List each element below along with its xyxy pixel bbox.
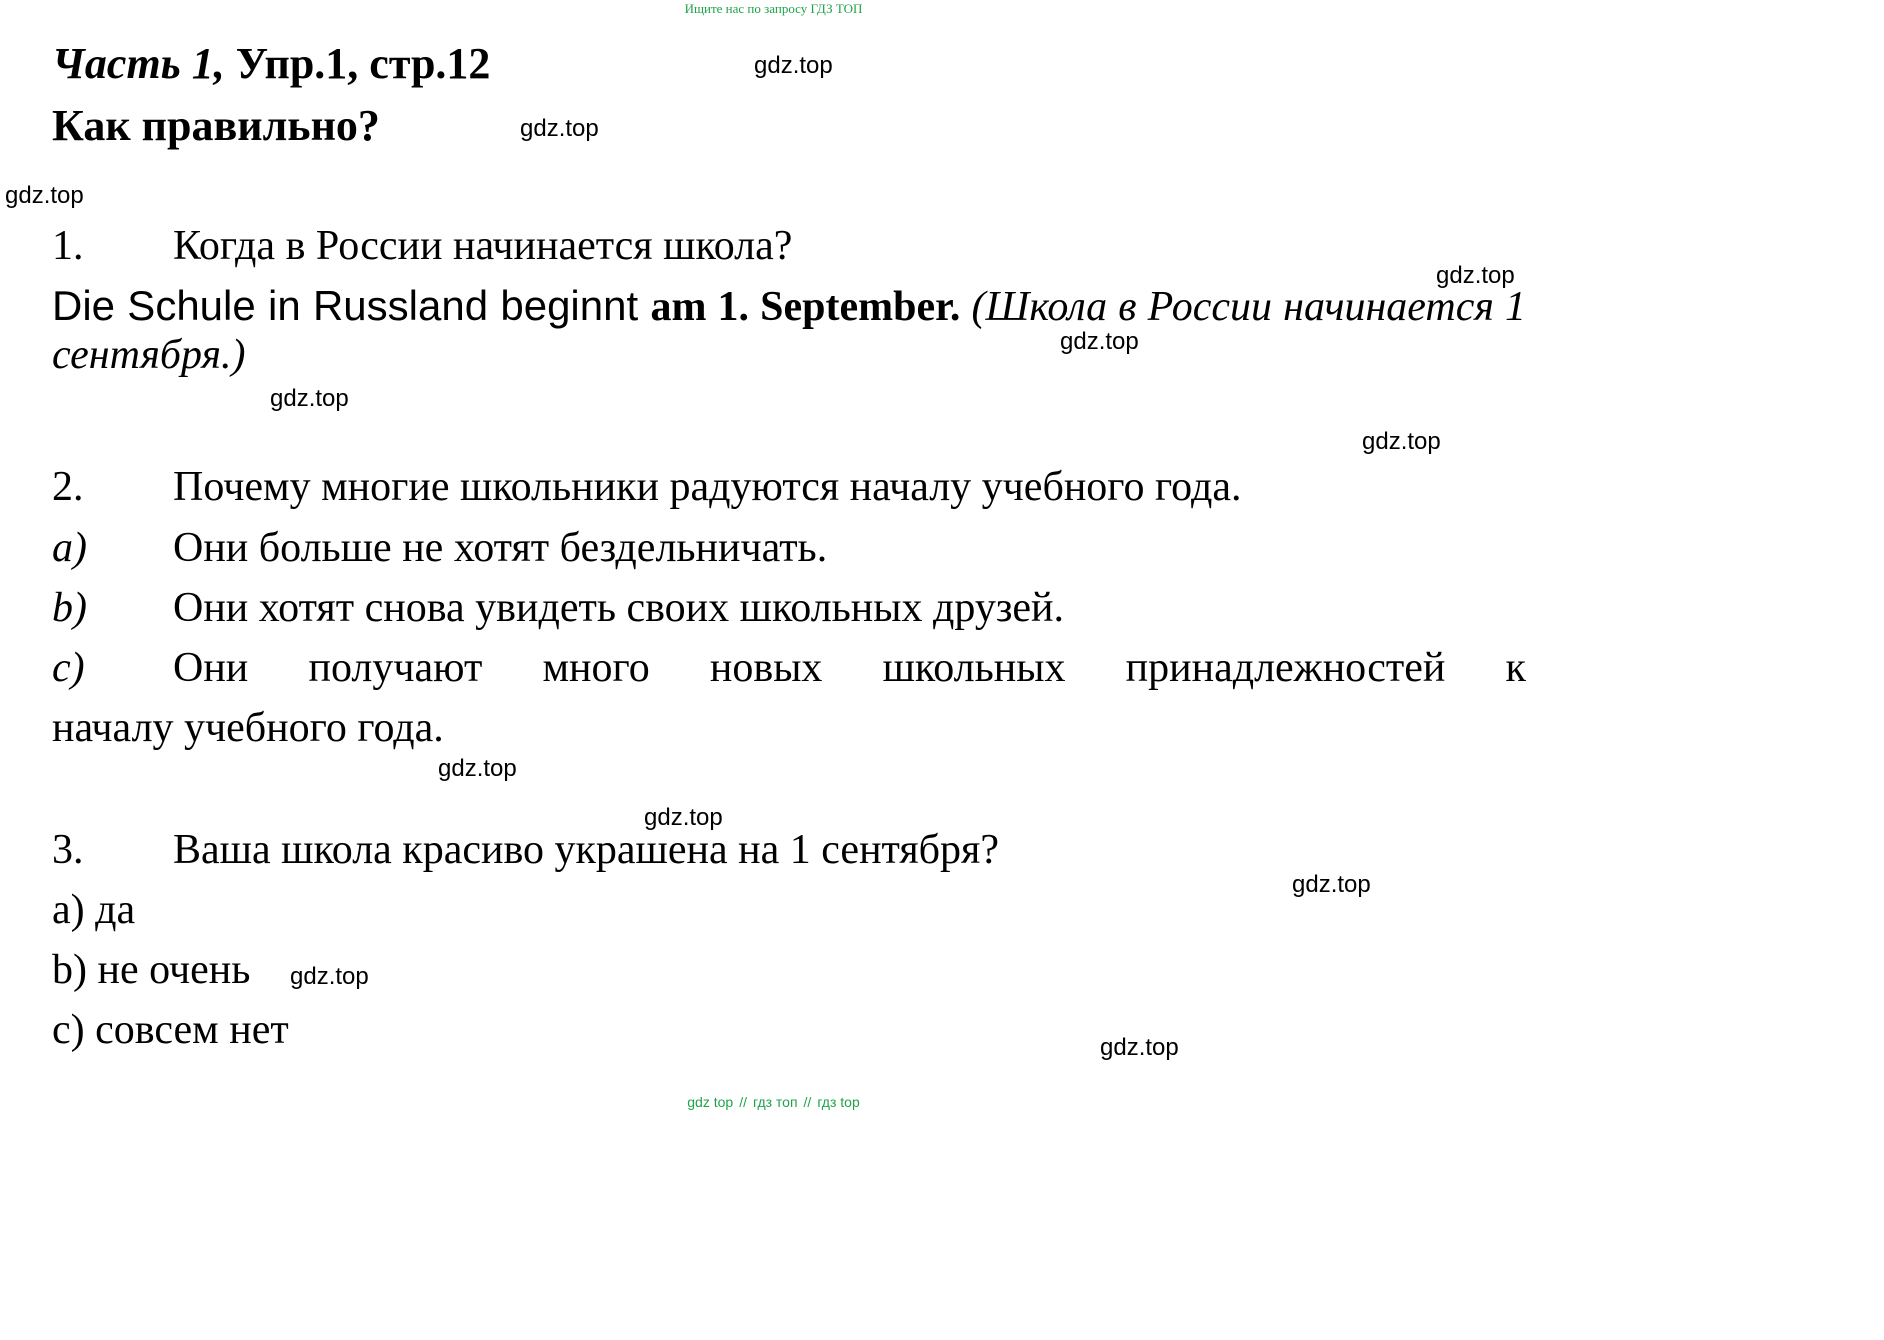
watermark: gdz.top	[520, 115, 599, 142]
q2-option-b-text: Они хотят снова увидеть своих школьных друзей.	[173, 585, 1065, 631]
q1-answer-german: Die Schule in Russland beginnt	[52, 282, 651, 329]
q2-option-b-letter: b)	[52, 585, 87, 631]
q2-option-c-word: принадлежностей	[1125, 645, 1446, 691]
footer-separator: //	[739, 1094, 747, 1110]
page-subtitle: Как правильно?	[52, 101, 380, 150]
q2-number: 2.	[52, 464, 84, 510]
q1-answer	[52, 282, 1526, 379]
q2-option-c-word: к	[1505, 645, 1526, 691]
q3-option-a: а) да	[52, 887, 136, 933]
q2-option-c-line1	[173, 644, 1526, 692]
watermark: gdz.top	[290, 963, 369, 990]
q1-question: Когда в России начинается школа?	[173, 223, 793, 269]
watermark: gdz.top	[1292, 871, 1371, 898]
page-title	[52, 38, 490, 89]
q2-option-c-line2: началу учебного года.	[52, 705, 444, 751]
title-exercise: Упр.1, стр.12	[224, 39, 491, 88]
watermark: gdz.top	[438, 755, 517, 782]
footer-link[interactable]: гдз топ	[752, 1094, 798, 1110]
footer-separator: //	[803, 1094, 812, 1110]
footer	[0, 1094, 1547, 1110]
top-banner: Ищите нас по запросу ГДЗ ТОП	[684, 1, 863, 16]
q2-option-c-letter: c)	[52, 645, 85, 691]
watermark: gdz.top	[754, 52, 833, 79]
q2-option-c-word: школьных	[882, 645, 1066, 691]
q2-question: Почему многие школьники радуются началу учебного года.	[173, 464, 1242, 510]
watermark: gdz.top	[644, 804, 723, 831]
watermark: gdz.top	[1362, 428, 1441, 455]
q2-option-c-word: новых	[709, 645, 823, 691]
watermark: gdz.top	[1100, 1034, 1179, 1061]
q3-number: 3.	[52, 827, 84, 873]
q2-option-c-word: много	[542, 645, 650, 691]
watermark: gdz.top	[270, 385, 349, 412]
q1-answer-bold: am 1. September.	[650, 284, 961, 330]
q2-option-c-word: Они	[173, 645, 249, 691]
watermark: gdz.top	[1436, 262, 1515, 289]
q2-option-c-word: получают	[308, 645, 483, 691]
watermark: gdz.top	[1060, 328, 1139, 355]
footer-link[interactable]: гдз top	[817, 1094, 860, 1110]
q3-question: Ваша школа красиво украшена на 1 сентября?	[173, 827, 999, 873]
q2-option-a-text: Они больше не хотят бездельничать.	[173, 525, 828, 571]
q1-answer-translation: (Школа в России начинается 1 сентября.)	[52, 284, 1527, 378]
q3-option-b: b) не очень	[52, 947, 251, 993]
q1-number: 1.	[52, 223, 84, 269]
title-part: Часть 1,	[52, 39, 225, 88]
footer-link[interactable]: gdz top	[687, 1094, 734, 1110]
q3-option-c: с) совсем нет	[52, 1007, 289, 1053]
q2-option-a-letter: a)	[52, 525, 87, 571]
watermark: gdz.top	[5, 182, 84, 209]
